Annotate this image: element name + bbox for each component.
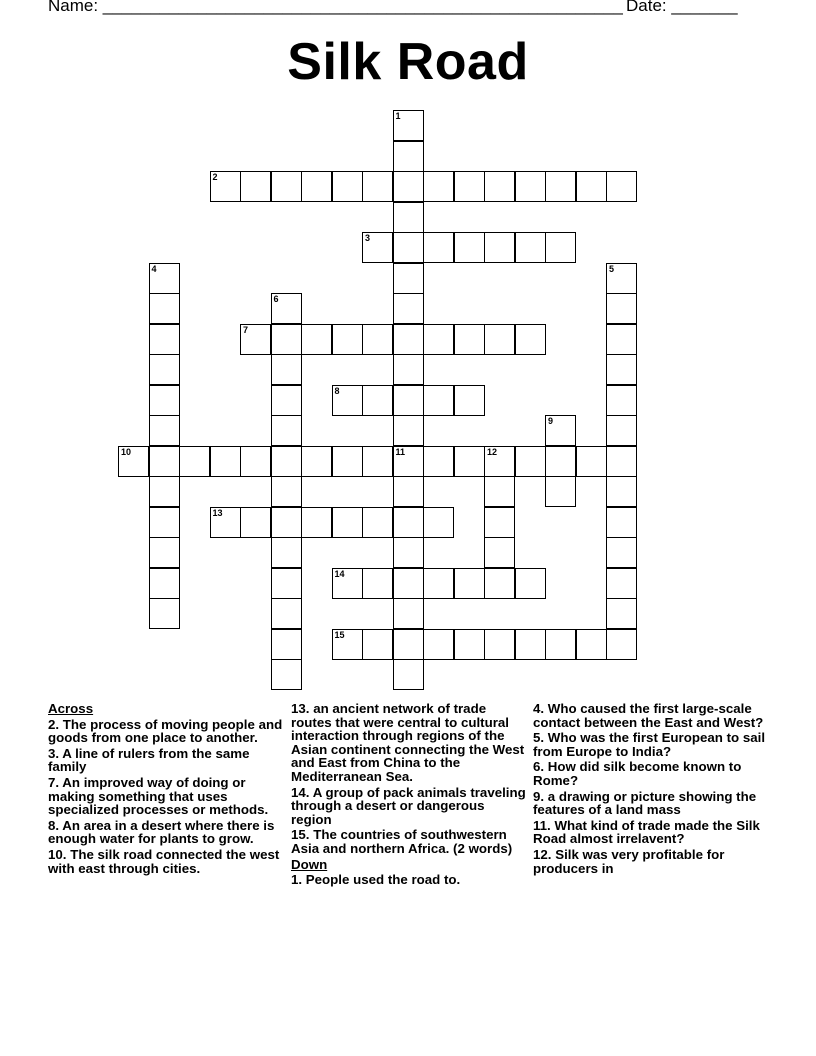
grid-cell[interactable] (606, 507, 637, 538)
grid-cell[interactable] (393, 263, 424, 294)
name-line[interactable]: Name: _______________________________________________________ (48, 0, 623, 15)
grid-cell[interactable] (606, 568, 637, 599)
grid-cell[interactable] (454, 568, 485, 599)
grid-cell[interactable] (271, 507, 302, 538)
grid-cell[interactable] (362, 324, 393, 355)
grid-cell[interactable] (454, 324, 485, 355)
grid-cell[interactable] (576, 446, 607, 477)
grid-cell[interactable] (606, 385, 637, 416)
grid-cell[interactable] (393, 202, 424, 233)
grid-cell[interactable] (332, 324, 363, 355)
grid-cell[interactable] (240, 171, 271, 202)
grid-cell[interactable] (606, 415, 637, 446)
grid-cell[interactable] (149, 507, 180, 538)
clue-down-1: 1. People used the road to. (291, 872, 461, 888)
page-title: Silk Road (287, 33, 529, 91)
grid-cell[interactable] (362, 232, 393, 263)
cell-number: 7 (243, 324, 249, 335)
grid-cell[interactable] (271, 446, 302, 477)
grid-cell[interactable] (515, 568, 546, 599)
grid-cell[interactable] (393, 110, 424, 141)
cell-number: 10 (121, 446, 132, 457)
grid-cell[interactable] (240, 446, 271, 477)
date-line[interactable]: Date: _______ (626, 0, 738, 15)
grid-cell[interactable] (271, 171, 302, 202)
cell-number: 2 (212, 172, 218, 182)
grid-cell[interactable] (149, 293, 180, 324)
grid-cell[interactable] (393, 171, 424, 202)
grid-cell[interactable] (454, 385, 485, 416)
clue-across-13: 13. an ancient network of trade routes that were central to cultural interaction through regions of the Asian continent connecting the West and East from China to the Mediterranean Sea. (291, 701, 525, 784)
grid-cell[interactable] (393, 385, 424, 416)
grid-cell[interactable] (576, 629, 607, 660)
clue-across-8: 8. An area in a desert where there is enough water for plants to grow. (48, 817, 275, 847)
grid-cell[interactable] (271, 568, 302, 599)
grid-cell[interactable] (271, 598, 302, 629)
grid-cell[interactable] (606, 446, 637, 477)
grid-cell[interactable] (393, 324, 424, 355)
grid-cell[interactable] (393, 141, 424, 172)
grid-cell[interactable] (332, 568, 363, 599)
grid-cell[interactable] (393, 568, 424, 599)
grid-cell[interactable] (149, 598, 180, 629)
grid-cell[interactable] (515, 324, 546, 355)
grid-cell[interactable] (240, 324, 271, 355)
grid-cell[interactable] (484, 507, 515, 538)
cell-number: 14 (334, 568, 345, 579)
grid-cell[interactable] (606, 537, 637, 568)
grid-cell[interactable] (606, 598, 637, 629)
grid-cell[interactable] (332, 385, 363, 416)
grid-cell[interactable] (271, 659, 302, 690)
grid-cell[interactable] (423, 324, 454, 355)
grid-cell[interactable] (149, 537, 180, 568)
cell-number: 3 (365, 233, 371, 243)
grid-cell[interactable] (423, 446, 454, 477)
grid-cell[interactable] (271, 385, 302, 416)
cell-number: 12 (487, 446, 498, 457)
clue-down-12: 12. Silk was very profitable for producers in (533, 846, 725, 876)
grid-cell[interactable] (210, 507, 241, 538)
clue-down-5: 5. Who was the first European to sail from Europe to India? (533, 730, 766, 759)
grid-cell[interactable] (271, 415, 302, 446)
grid-cell[interactable] (484, 446, 515, 477)
grid-cell[interactable] (179, 446, 210, 477)
grid-cell[interactable] (606, 324, 637, 355)
grid-cell[interactable] (301, 507, 332, 538)
clues-column-2 (291, 702, 527, 889)
grid-cell[interactable] (576, 171, 607, 202)
cell-number: 9 (548, 416, 554, 426)
clues-column-1 (48, 702, 286, 877)
grid-cell[interactable] (362, 568, 393, 599)
clue-down-9: 9. a drawing or picture showing the features of a land mass (533, 788, 757, 818)
grid-cell[interactable] (515, 232, 546, 263)
cell-number: 6 (273, 294, 279, 304)
clue-across-14: 14. A group of pack animals traveling through a desert or dangerous region (291, 784, 526, 827)
grid-cell[interactable] (362, 385, 393, 416)
grid-cell[interactable] (118, 446, 149, 477)
grid-cell[interactable] (484, 568, 515, 599)
across-heading: Across (48, 701, 94, 716)
cell-number: 15 (334, 629, 345, 640)
grid-cell[interactable] (545, 446, 576, 477)
grid-cell[interactable] (240, 507, 271, 538)
grid-cell[interactable] (271, 293, 302, 324)
grid-cell[interactable] (545, 629, 576, 660)
grid-cell[interactable] (545, 415, 576, 446)
grid-cell[interactable] (362, 629, 393, 660)
cell-number: 5 (609, 263, 615, 274)
grid-cell[interactable] (484, 232, 515, 263)
grid-cell[interactable] (301, 171, 332, 202)
clue-down-11: 11. What kind of trade made the Silk Road almost irrelavent? (533, 817, 760, 847)
grid-cell[interactable] (393, 507, 424, 538)
grid-cell[interactable] (149, 568, 180, 599)
down-heading: Down (291, 856, 328, 872)
grid-cell[interactable] (362, 171, 393, 202)
grid-cell[interactable] (393, 659, 424, 690)
grid-cell[interactable] (545, 171, 576, 202)
grid-cell[interactable] (393, 598, 424, 629)
grid-cell[interactable] (423, 568, 454, 599)
grid-cell[interactable] (423, 171, 454, 202)
grid-cell[interactable] (149, 263, 180, 294)
grid-cell[interactable] (149, 415, 180, 446)
grid-cell[interactable] (484, 171, 515, 202)
grid-cell[interactable] (332, 446, 363, 477)
grid-cell[interactable] (606, 293, 637, 324)
grid-cell[interactable] (210, 446, 241, 477)
grid-cell[interactable] (393, 415, 424, 446)
cell-number: 8 (334, 385, 340, 396)
grid-cell[interactable] (484, 476, 515, 507)
grid-cell[interactable] (149, 324, 180, 355)
grid-cell[interactable] (362, 507, 393, 538)
grid-cell[interactable] (515, 171, 546, 202)
grid-cell[interactable] (606, 354, 637, 385)
grid-cell[interactable] (423, 232, 454, 263)
grid-cell[interactable] (301, 324, 332, 355)
grid-cell[interactable] (271, 476, 302, 507)
grid-cell[interactable] (149, 385, 180, 416)
grid-cell[interactable] (393, 629, 424, 660)
grid-cell[interactable] (484, 324, 515, 355)
grid-cell[interactable] (332, 507, 363, 538)
clue-across-3: 3. A line of rulers from the same family (48, 745, 250, 775)
grid-cell[interactable] (332, 171, 363, 202)
grid-cell[interactable] (423, 507, 454, 538)
grid-cell[interactable] (393, 232, 424, 263)
grid-cell[interactable] (545, 476, 576, 507)
grid-cell[interactable] (606, 629, 637, 660)
grid-cell[interactable] (271, 324, 302, 355)
grid-cell[interactable] (271, 537, 302, 568)
grid-cell[interactable] (149, 354, 180, 385)
clue-across-7: 7. An improved way of doing or making something that uses specialized processes or methods. (48, 774, 269, 818)
grid-cell[interactable] (301, 446, 332, 477)
grid-cell[interactable] (393, 354, 424, 385)
grid-cell[interactable] (149, 446, 180, 477)
grid-cell[interactable] (271, 354, 302, 385)
cell-number: 13 (212, 507, 223, 518)
grid-cell[interactable] (515, 629, 546, 660)
grid-cell[interactable] (423, 629, 454, 660)
clue-across-10: 10. The silk road connected the west with east through cities. (48, 846, 280, 876)
grid-cell[interactable] (332, 629, 363, 660)
clue-across-15: 15. The countries of southwestern Asia and northern Africa. (2 words) (291, 827, 513, 856)
grid-cell[interactable] (484, 629, 515, 660)
grid-cell[interactable] (210, 171, 241, 202)
clues-column-3 (533, 702, 769, 877)
grid-cell[interactable] (606, 171, 637, 202)
grid-cell[interactable] (606, 476, 637, 507)
grid-cell[interactable] (454, 629, 485, 660)
grid-cell[interactable] (393, 446, 424, 477)
grid-cell[interactable] (484, 537, 515, 568)
grid-cell[interactable] (393, 293, 424, 324)
grid-cell[interactable] (545, 232, 576, 263)
cell-number: 11 (395, 446, 406, 457)
cell-number: 4 (151, 263, 157, 274)
grid-cell[interactable] (393, 537, 424, 568)
grid-cell[interactable] (362, 446, 393, 477)
clue-across-2: 2. The process of moving people and goods from one place to another. (48, 716, 283, 746)
grid-cell[interactable] (454, 232, 485, 263)
grid-cell[interactable] (515, 446, 546, 477)
grid-cell[interactable] (393, 476, 424, 507)
grid-cell[interactable] (271, 629, 302, 660)
grid-cell[interactable] (606, 263, 637, 294)
grid-cell[interactable] (454, 171, 485, 202)
cell-number: 1 (395, 111, 401, 121)
grid-cell[interactable] (454, 446, 485, 477)
clue-down-4: 4. Who caused the first large-scale contact between the East and West? (533, 701, 764, 730)
grid-cell[interactable] (423, 385, 454, 416)
grid-cell[interactable] (149, 476, 180, 507)
clue-down-6: 6. How did silk become known to Rome? (533, 759, 742, 788)
